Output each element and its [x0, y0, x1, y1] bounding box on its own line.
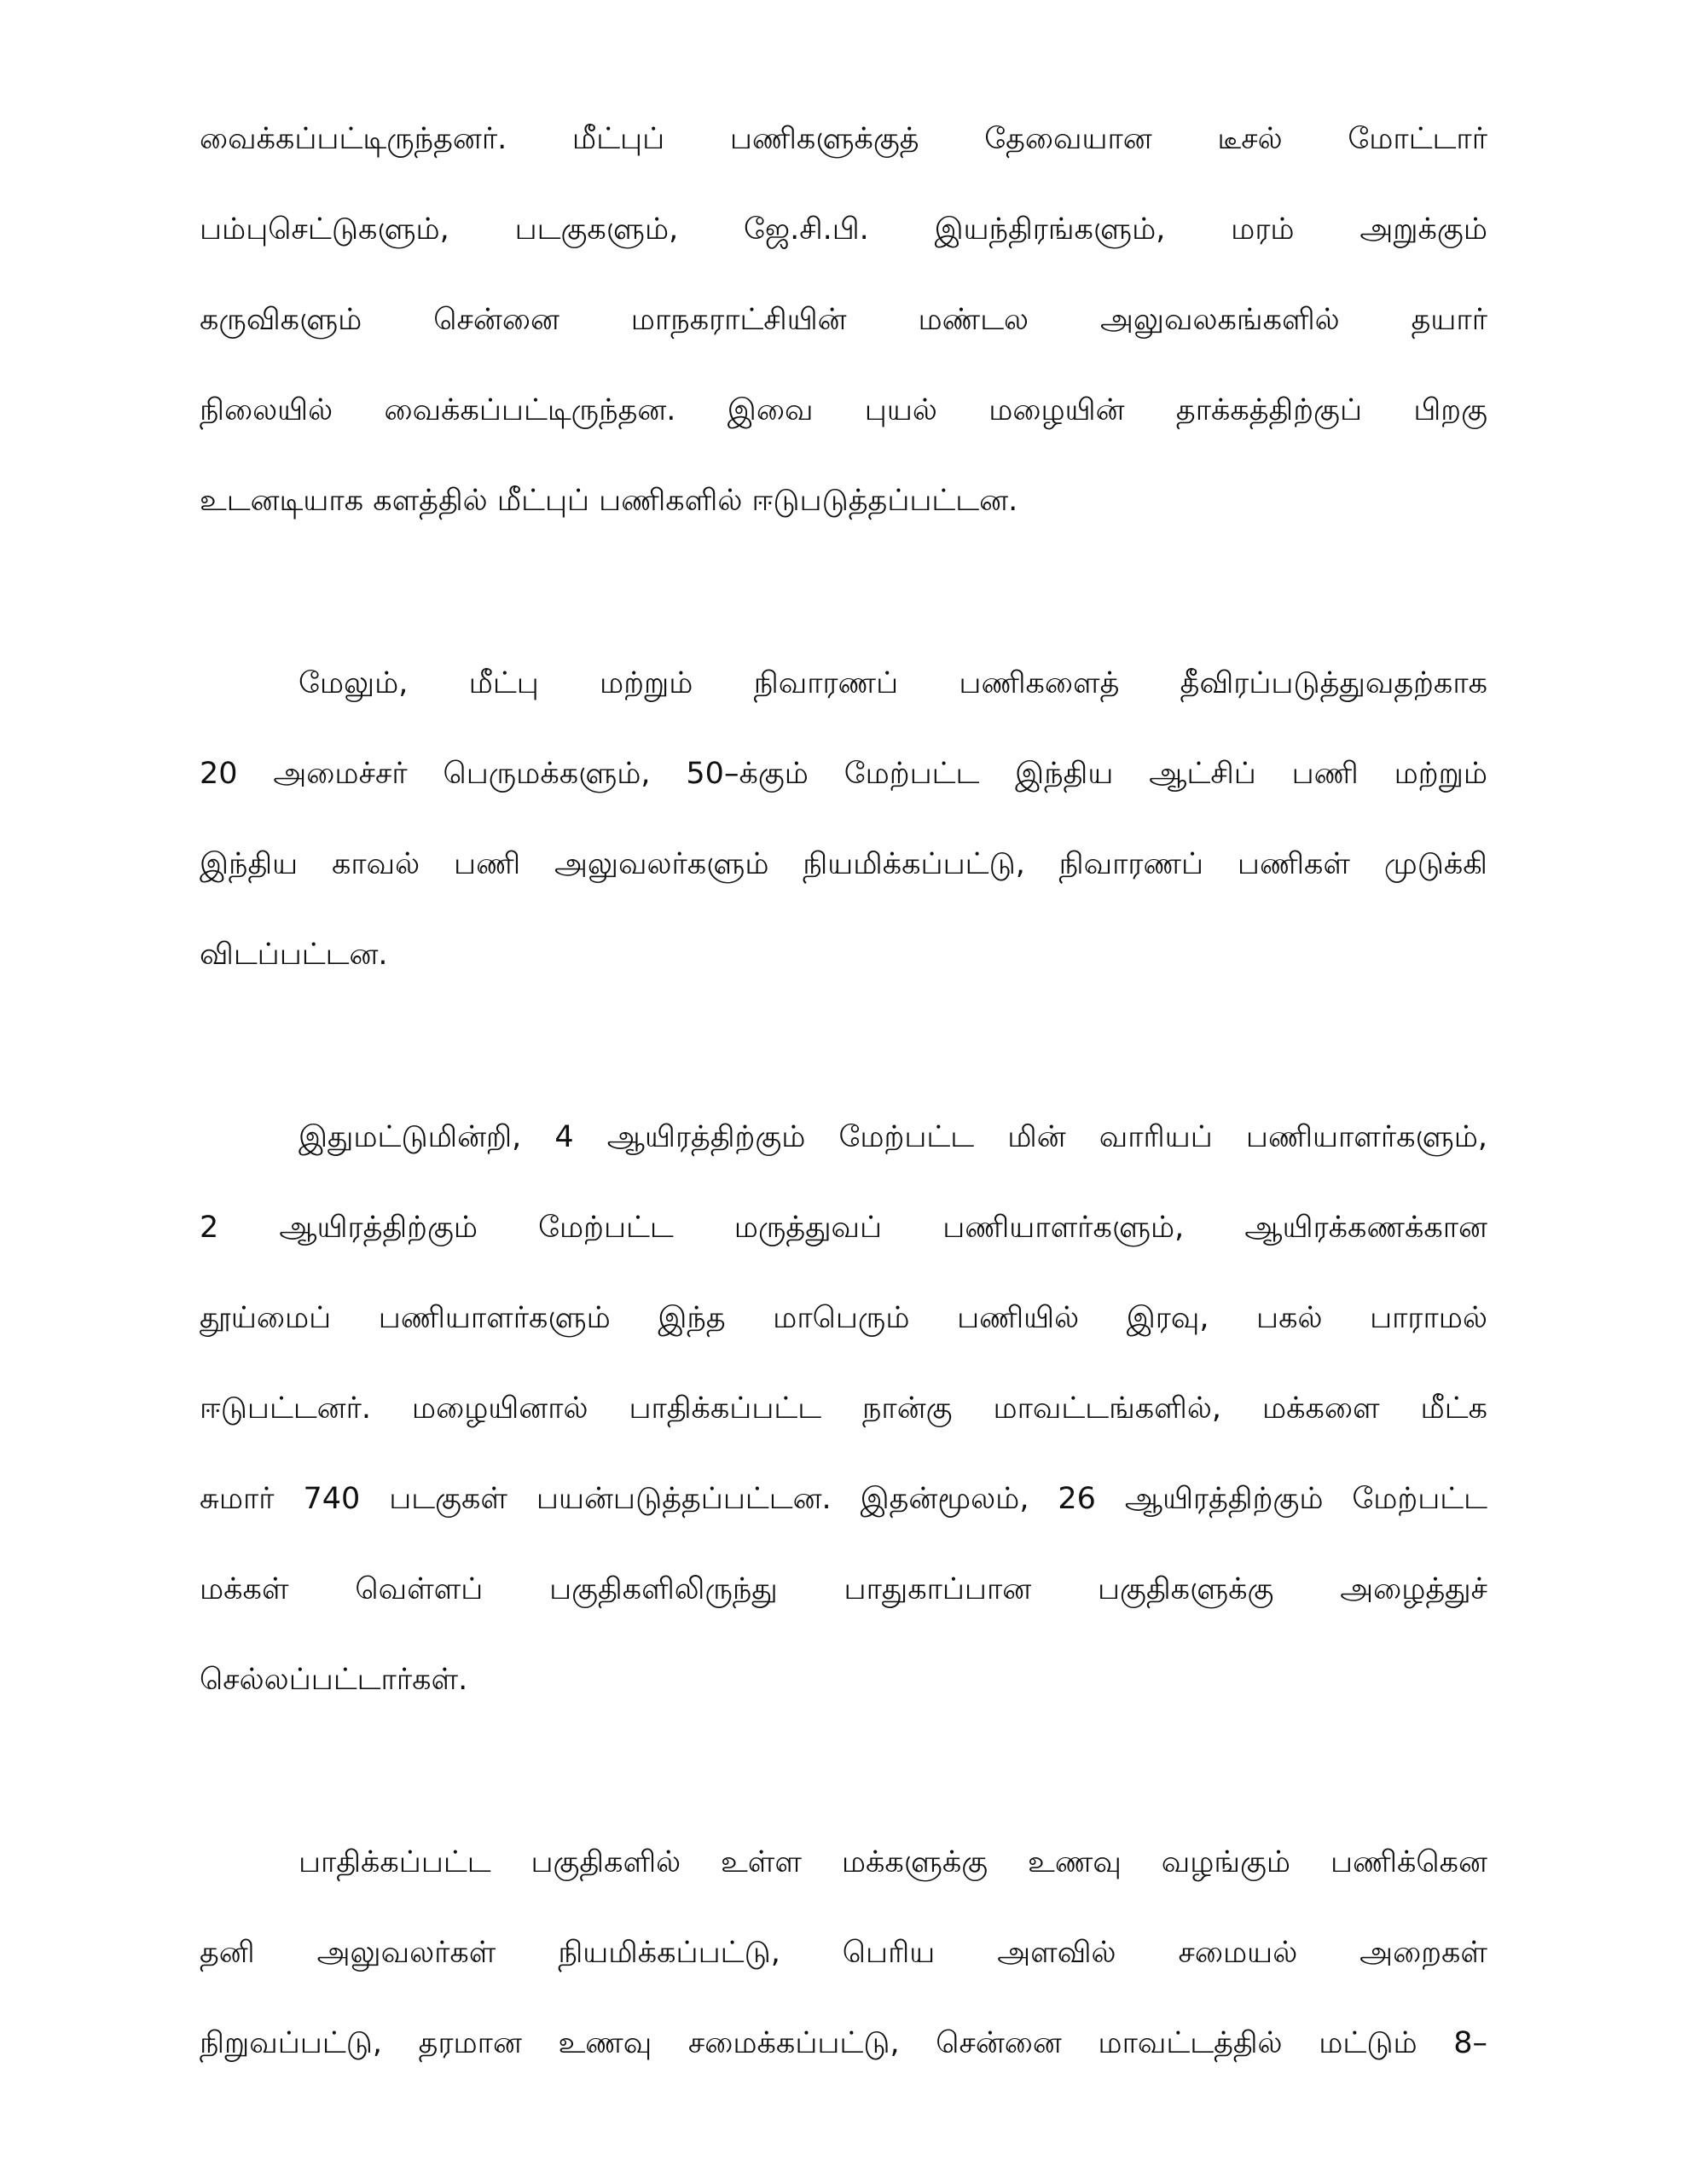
text-line: மக்கள் வெள்ளப் பகுதிகளிலிருந்து பாதுகாப்பான பகுதிகளுக்கு அழைத்துச்: [200, 1572, 1487, 1606]
text-line: 20 அமைச்சர் பெருமக்களும், 50–க்கும் மேற்பட்ட இந்திய ஆட்சிப் பணி மற்றும்: [200, 757, 1487, 791]
paragraph-1: [200, 94, 1487, 546]
text-line: இதுமட்டுமின்றி, 4 ஆயிரத்திற்கும் மேற்பட்ட மின் வாரியப் பணியாளர்களும்,: [299, 1120, 1487, 1154]
text-line: விடப்பட்டன.: [200, 938, 388, 972]
text-line: ஈடுபட்டனர். மழையினால் பாதிக்கப்பட்ட நான்கு மாவட்டங்களில், மக்களை மீட்க: [200, 1391, 1487, 1426]
text-line: பம்புசெட்டுகளும், படகுகளும், ஜே.சி.பி. இயந்திரங்களும், மரம் அறுக்கும்: [200, 212, 1487, 247]
text-line: நிறுவப்பட்டு, தரமான உணவு சமைக்கப்பட்டு, சென்னை மாவட்டத்தில் மட்டும் 8–: [200, 2026, 1487, 2060]
text-line: உடனடியாக களத்தில் மீட்புப் பணிகளில் ஈடுபடுத்தப்பட்டன.: [200, 484, 1018, 518]
paragraph-3: [200, 1092, 1487, 1725]
paragraph-4: [200, 1817, 1487, 2088]
text-line: மேலும், மீட்பு மற்றும் நிவாரணப் பணிகளைத் தீவிரப்படுத்துவதற்காக: [299, 666, 1487, 700]
text-line: பாதிக்கப்பட்ட பகுதிகளில் உள்ள மக்களுக்கு உணவு வழங்கும் பணிக்கென: [299, 1845, 1487, 1879]
text-line: செல்லப்பட்டார்கள்.: [200, 1663, 468, 1697]
paragraph-2: [200, 638, 1487, 1000]
text-line: தூய்மைப் பணியாளர்களும் இந்த மாபெரும் பணியில் இரவு, பகல் பாராமல்: [200, 1301, 1487, 1335]
document-page: [200, 94, 1487, 2088]
text-line: வைக்கப்பட்டிருந்தனர். மீட்புப் பணிகளுக்குத் தேவையான டீசல் மோட்டார்: [200, 122, 1487, 156]
text-line: தனி அலுவலர்கள் நியமிக்கப்பட்டு, பெரிய அளவில் சமையல் அறைகள்: [200, 1936, 1487, 1970]
text-line: சுமார் 740 படகுகள் பயன்படுத்தப்பட்டன. இதன்மூலம், 26 ஆயிரத்திற்கும் மேற்பட்ட: [200, 1482, 1487, 1516]
text-line: நிலையில் வைக்கப்பட்டிருந்தன. இவை புயல் மழையின் தாக்கத்திற்குப் பிறகு: [200, 393, 1487, 427]
text-line: கருவிகளும் சென்னை மாநகராட்சியின் மண்டல அலுவலகங்களில் தயார்: [200, 303, 1487, 337]
text-line: 2 ஆயிரத்திற்கும் மேற்பட்ட மருத்துவப் பணியாளர்களும், ஆயிரக்கணக்கான: [200, 1211, 1487, 1245]
text-line: இந்திய காவல் பணி அலுவலர்களும் நியமிக்கப்பட்டு, நிவாரணப் பணிகள் முடுக்கி: [200, 847, 1487, 881]
